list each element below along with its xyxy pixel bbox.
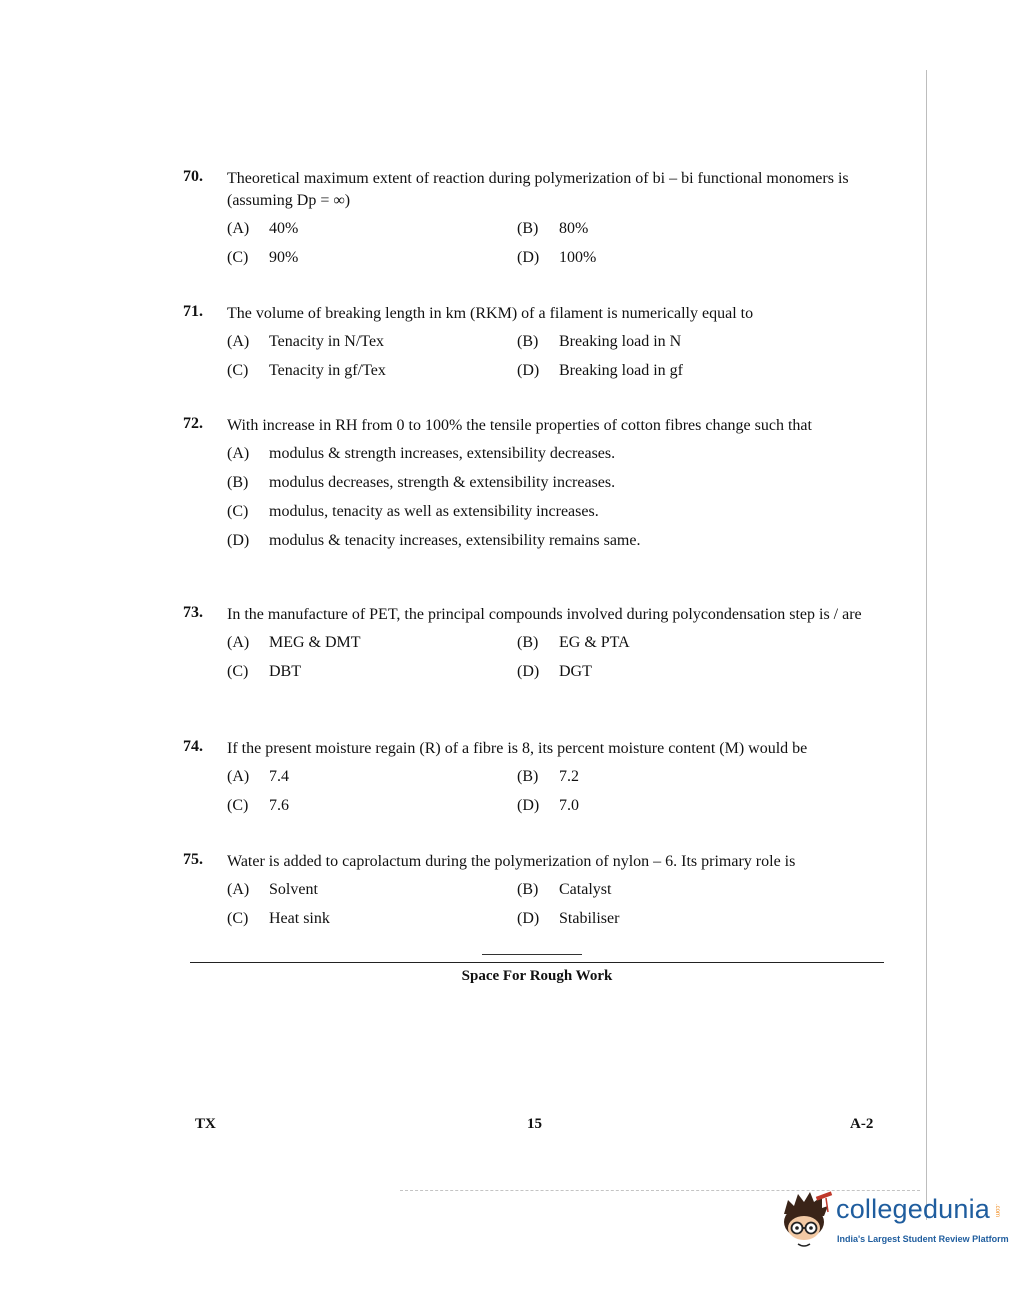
question-text: In the manufacture of PET, the principal compounds involved during polycondensation step is / are <box>227 606 862 623</box>
footer-booklet-code: A-2 <box>850 1116 874 1132</box>
option-c: (C) Tenacity in gf/Tex <box>227 362 386 379</box>
footer-page-number: 15 <box>527 1116 542 1132</box>
brand-wordmark: collegedunia <box>836 1194 991 1224</box>
option-c: (C) modulus, tenacity as well as extensibility increases. <box>227 503 599 520</box>
question-71 <box>183 303 873 382</box>
option-c: (C) DBT <box>227 663 301 680</box>
question-72 <box>183 415 873 552</box>
option-c: (C) 90% <box>227 249 299 266</box>
question-text: With increase in RH from 0 to 100% the tensile properties of cotton fibres change such that <box>227 417 812 434</box>
option-a: (A) MEG & DMT <box>227 634 361 651</box>
mascot-icon <box>778 1188 834 1254</box>
question-number: 70. <box>183 168 203 185</box>
question-73 <box>183 604 873 683</box>
option-b: (B) Breaking load in N <box>517 333 682 350</box>
rough-work-label: Space For Rough Work <box>461 968 613 984</box>
question-74 <box>183 738 873 817</box>
option-d: (D) 100% <box>517 249 597 266</box>
question-text: If the present moisture regain (R) of a fibre is 8, its percent moisture content (M) would be <box>227 740 808 757</box>
option-b: (B) 80% <box>517 220 589 237</box>
option-d: (D) modulus & tenacity increases, extensibility remains same. <box>227 532 641 549</box>
scan-edge <box>926 70 927 1220</box>
option-b: (B) Catalyst <box>517 881 612 898</box>
question-text: The volume of breaking length in km (RKM) of a filament is numerically equal to <box>227 305 754 322</box>
question-number: 74. <box>183 738 203 755</box>
brand-suffix: .com <box>994 1204 1000 1218</box>
options <box>227 443 873 552</box>
footer-subject-code: TX <box>195 1116 216 1132</box>
options <box>227 879 873 930</box>
option-b: (B) modulus decreases, strength & extensibility increases. <box>227 474 616 491</box>
option-a: (A) 7.4 <box>227 768 289 785</box>
options <box>227 766 873 817</box>
question-number: 71. <box>183 303 203 320</box>
option-a: (A) 40% <box>227 220 299 237</box>
question-text: Theoretical maximum extent of reaction during polymerization of bi – bi functional monomers is (assuming Dp = ∞) <box>227 170 849 209</box>
options <box>227 331 873 382</box>
option-c: (C) Heat sink <box>227 910 330 927</box>
question-number: 72. <box>183 415 203 432</box>
option-d: (D) DGT <box>517 663 592 680</box>
option-d: (D) 7.0 <box>517 797 579 814</box>
option-a: (A) Solvent <box>227 881 318 898</box>
option-b: (B) EG & PTA <box>517 634 630 651</box>
question-number: 73. <box>183 604 203 621</box>
option-b: (B) 7.2 <box>517 768 579 785</box>
question-number: 75. <box>183 851 203 868</box>
end-of-questions-rule <box>482 954 582 955</box>
option-c: (C) 7.6 <box>227 797 289 814</box>
option-a: (A) Tenacity in N/Tex <box>227 333 385 350</box>
option-d: (D) Stabiliser <box>517 910 620 927</box>
option-a: (A) modulus & strength increases, extensibility decreases. <box>227 445 616 462</box>
options <box>227 632 873 683</box>
options <box>227 218 873 269</box>
option-d: (D) Breaking load in gf <box>517 362 683 379</box>
collegedunia-watermark <box>778 1188 1008 1258</box>
question-text: Water is added to caprolactum during the polymerization of nylon – 6. Its primary role is <box>227 853 796 870</box>
question-70 <box>183 168 873 269</box>
rough-work-divider <box>190 962 884 963</box>
question-75 <box>183 851 873 930</box>
brand-tagline: India's Largest Student Review Platform <box>837 1234 1009 1244</box>
